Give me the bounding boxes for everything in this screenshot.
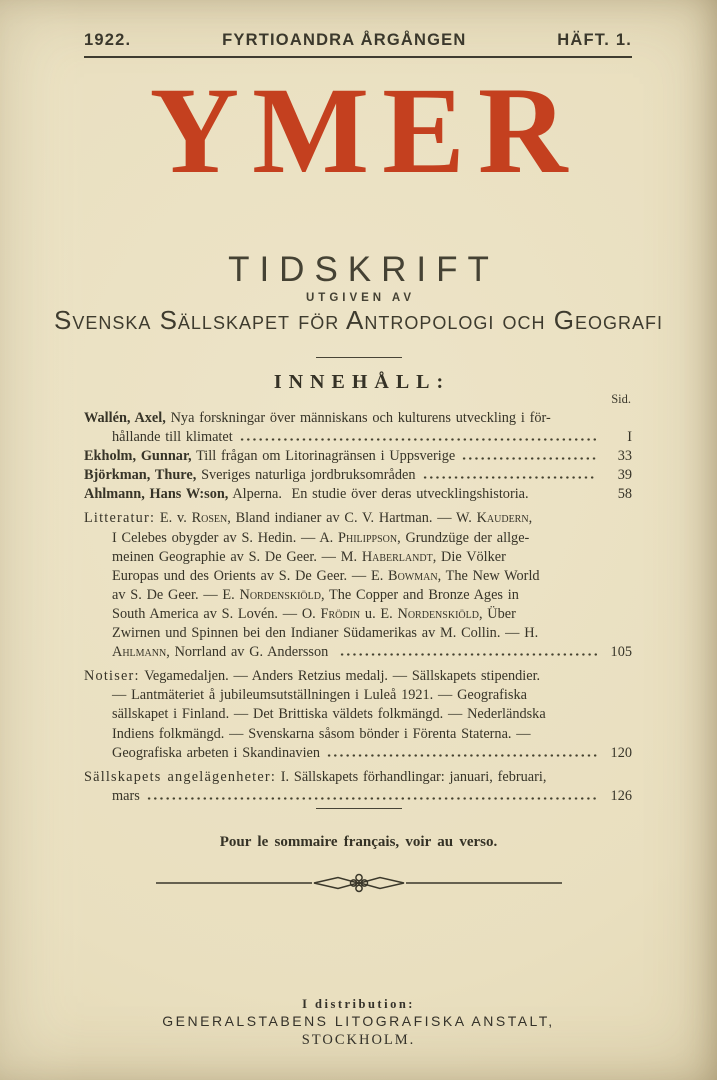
toc-leader: [422, 474, 598, 479]
toc-text: Notiser: Vegamedaljen. — Anders Retzius medalj. — Sällskapets stipendier.: [84, 668, 541, 685]
toc-leader: [146, 795, 597, 800]
toc-text: Wallén, Axel, Nya forskningar över människans och kulturens utveckling i för-: [84, 410, 551, 426]
toc-text: South America av S. Lovén. — O. Frödin u. E. Nordenskiöld, Über: [112, 605, 516, 622]
toc-line: [84, 605, 632, 624]
toc-line: [84, 548, 632, 567]
header-row: [84, 31, 632, 50]
toc-line: [84, 643, 632, 662]
toc-line: [84, 509, 632, 528]
toc-text: Ahlmann, Hans W:son, Alperna. En studie över deras utvecklingshistoria.: [84, 486, 529, 503]
society-name: Svenska Sällskapet för Antropologi och Geografi: [53, 305, 664, 335]
toc-entry: [84, 768, 632, 806]
toc-page-number: 58: [617, 486, 632, 503]
toc-page-number: I: [627, 429, 632, 446]
toc-leader: [326, 752, 597, 757]
toc-line: [84, 409, 632, 428]
issue-label: HÄFT. 1.: [557, 31, 632, 49]
toc-leader: [239, 436, 597, 441]
toc-entry: [84, 409, 632, 447]
toc-line: [84, 567, 632, 586]
toc-text: hållande till klimatet: [112, 429, 233, 446]
toc-entry: [84, 667, 632, 762]
toc-line: [84, 428, 632, 447]
toc-line: [84, 529, 632, 548]
toc-text: — Lantmäteriet å jubileumsutställningen i Luleå 1921. — Geografiska: [112, 687, 527, 704]
ornament-flourish-icon: [154, 872, 564, 894]
toc-line: [84, 485, 632, 504]
toc-text: meinen Geographie av S. De Geer. — M. Haberlandt, Die Völker: [112, 548, 506, 565]
published-by-label: UTGIVEN AV: [305, 292, 415, 304]
toc-line: [84, 744, 632, 763]
toc-entry: [84, 509, 632, 662]
toc-line: [84, 725, 632, 744]
divider-rule-top: [316, 357, 402, 358]
toc-leader: [535, 493, 597, 498]
toc-text: sällskapet i Finland. — Det Brittiska väldets folkmängd. — Nederländska: [112, 706, 546, 723]
toc-entry: [84, 485, 632, 504]
divider-rule-bottom: [316, 808, 402, 809]
toc-text: Ahlmann, Norrland av G. Andersson: [112, 644, 334, 661]
toc-line: [84, 624, 632, 643]
toc-entries: [84, 409, 632, 806]
toc-text: Geografiska arbeten i Skandinavien: [112, 744, 321, 761]
toc-leader: [461, 455, 597, 460]
distribution-label: I distribution:: [302, 997, 415, 1011]
toc-text: Indiens folkmängd. –– Svenskarna såsom bönder i Förenta Staterna. —: [112, 725, 531, 742]
toc-line: [84, 667, 632, 686]
french-summary-note: Pour le sommaire français, voir au verso.: [219, 834, 498, 850]
toc-leader: [339, 651, 597, 656]
ornament-divider: [0, 872, 717, 899]
toc-line: [84, 586, 632, 605]
toc-page-number: 120: [610, 744, 632, 761]
toc-text: Litteratur: E. v. Rosen, Bland indianer av C. V. Hartman. — W. Kaudern,: [84, 510, 533, 527]
toc-line: [84, 787, 632, 806]
toc-text: I Celebes obygder av S. Hedin. — A. Philippson, Grundzüge der allge-: [112, 529, 530, 546]
toc-entry: [84, 447, 632, 466]
toc-page-number: 105: [610, 644, 632, 661]
printer-name: GENERALSTABENS LITOGRAFISKA ANSTALT,: [162, 1013, 555, 1029]
toc-line: [84, 466, 632, 485]
toc-page-number: 39: [617, 467, 632, 484]
toc-page-number: 33: [617, 448, 632, 465]
toc-line: [84, 705, 632, 724]
journal-subtitle: TIDSKRIFT: [228, 250, 499, 289]
toc-text: av S. De Geer. — E. Nordenskiöld, The Copper and Bronze Ages in: [112, 586, 519, 603]
journal-title: YMER: [149, 62, 581, 199]
toc-line: [84, 686, 632, 705]
edition-label: FYRTIOANDRA ÅRGÅNGEN: [222, 31, 467, 49]
toc-text: Björkman, Thure, Sveriges naturliga jordbruksområden: [84, 467, 416, 484]
toc-entry: [84, 466, 632, 485]
toc-page-number: 126: [610, 787, 632, 804]
toc-text: mars: [112, 787, 140, 804]
page-column-label: Sid.: [611, 392, 631, 406]
toc-text: Zwirnen und Spinnen bei den Indianer Südamerikas av M. Collin. — H.: [112, 625, 539, 642]
toc-text: Europas und des Orients av S. De Geer. — E. Bowman, The New World: [112, 567, 540, 584]
toc-heading: INNEHÅLL:: [273, 371, 451, 393]
toc-text: Sällskapets angelägenheter: I. Sällskapets förhandlingar: januari, februari,: [84, 768, 547, 785]
printer-city: STOCKHOLM.: [301, 1032, 416, 1048]
year-label: 1922.: [84, 31, 132, 49]
header-rule: [84, 56, 632, 58]
toc-line: [84, 447, 632, 466]
toc-line: [84, 768, 632, 787]
toc-text: Ekholm, Gunnar, Till frågan om Litorinagränsen i Uppsverige: [84, 448, 456, 465]
